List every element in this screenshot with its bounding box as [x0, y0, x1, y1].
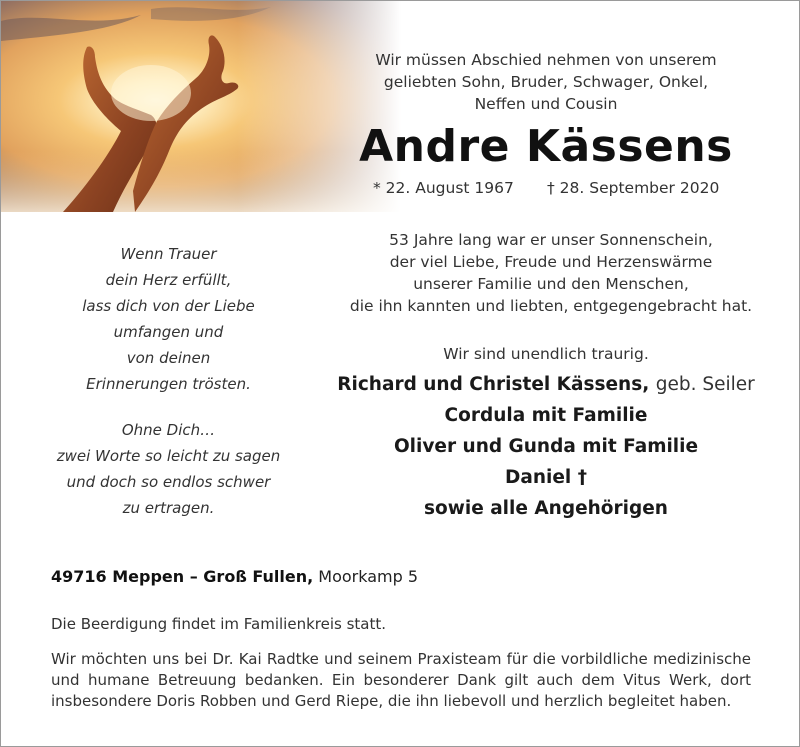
intro-line: Neffen und Cousin: [474, 95, 618, 113]
poem-line: zu ertragen.: [122, 499, 215, 517]
family-address: [51, 567, 418, 586]
mourners-intro: Wir sind unendlich traurig.: [443, 345, 649, 363]
poem-line: und doch so endlos schwer: [66, 473, 271, 491]
intro-text: [341, 49, 751, 115]
poem-line: dein Herz erfüllt,: [105, 271, 232, 289]
thanks-paragraph: [51, 649, 751, 712]
mourner-row: Daniel †: [505, 467, 587, 488]
mourner-parents: [321, 369, 771, 400]
tribute-line: die ihn kannten und liebten, entgegengebracht hat.: [349, 297, 753, 315]
poem-line: Erinnerungen trösten.: [86, 375, 251, 393]
address-street: Moorkamp 5: [318, 567, 419, 586]
mourner-row: sowie alle Angehörigen: [424, 498, 668, 519]
mourner-row: Oliver und Gunda mit Familie: [393, 436, 699, 457]
intro-line: geliebten Sohn, Bruder, Schwager, Onkel,: [383, 73, 709, 91]
funeral-note: Die Beerdigung findet im Familienkreis statt.: [51, 615, 386, 633]
parents-names: Richard und Christel Kässens,: [337, 374, 650, 395]
thanks-line: insbesondere Doris Robben und Gerd Riepe, die ihn liebevoll und herzlich begleitet haben.: [51, 692, 732, 710]
tribute-line: unserer Familie und den Menschen,: [413, 275, 689, 293]
poem-line: umfangen und: [113, 323, 224, 341]
poem-line: Wenn Trauer: [120, 245, 217, 263]
tribute-text: [331, 229, 771, 317]
thanks-line: Wir möchten uns bei Dr. Kai Radtke und seinem Praxisteam für die vorbildliche medizinische: [51, 650, 751, 668]
parents-maiden-name: geb. Seiler: [655, 374, 755, 395]
poem-line: Ohne Dich…: [121, 421, 216, 439]
intro-line: Wir müssen Abschied nehmen von unserem: [375, 51, 717, 69]
death-date: † 28. September 2020: [547, 179, 720, 197]
poem-verse-2: [41, 417, 296, 521]
tribute-line: der viel Liebe, Freude und Herzenswärme: [389, 253, 713, 271]
birth-date: * 22. August 1967: [373, 179, 514, 197]
address-place: 49716 Meppen – Groß Fullen,: [51, 567, 314, 586]
mourners-list: [321, 341, 771, 524]
poem-line: zwei Worte so leicht zu sagen: [56, 447, 281, 465]
tribute-line: 53 Jahre lang war er unser Sonnenschein,: [389, 231, 713, 249]
poem-line: von deinen: [126, 349, 211, 367]
poem-verse-1: [41, 241, 296, 397]
thanks-line: und humane Betreuung bedanken. Ein besonderer Dank gilt auch dem Vitus Werk, dort: [51, 671, 751, 689]
poem-line: lass dich von der Liebe: [82, 297, 255, 315]
deceased-name: Andre Kässens: [359, 121, 733, 172]
mourner-row: Cordula mit Familie: [444, 405, 648, 426]
